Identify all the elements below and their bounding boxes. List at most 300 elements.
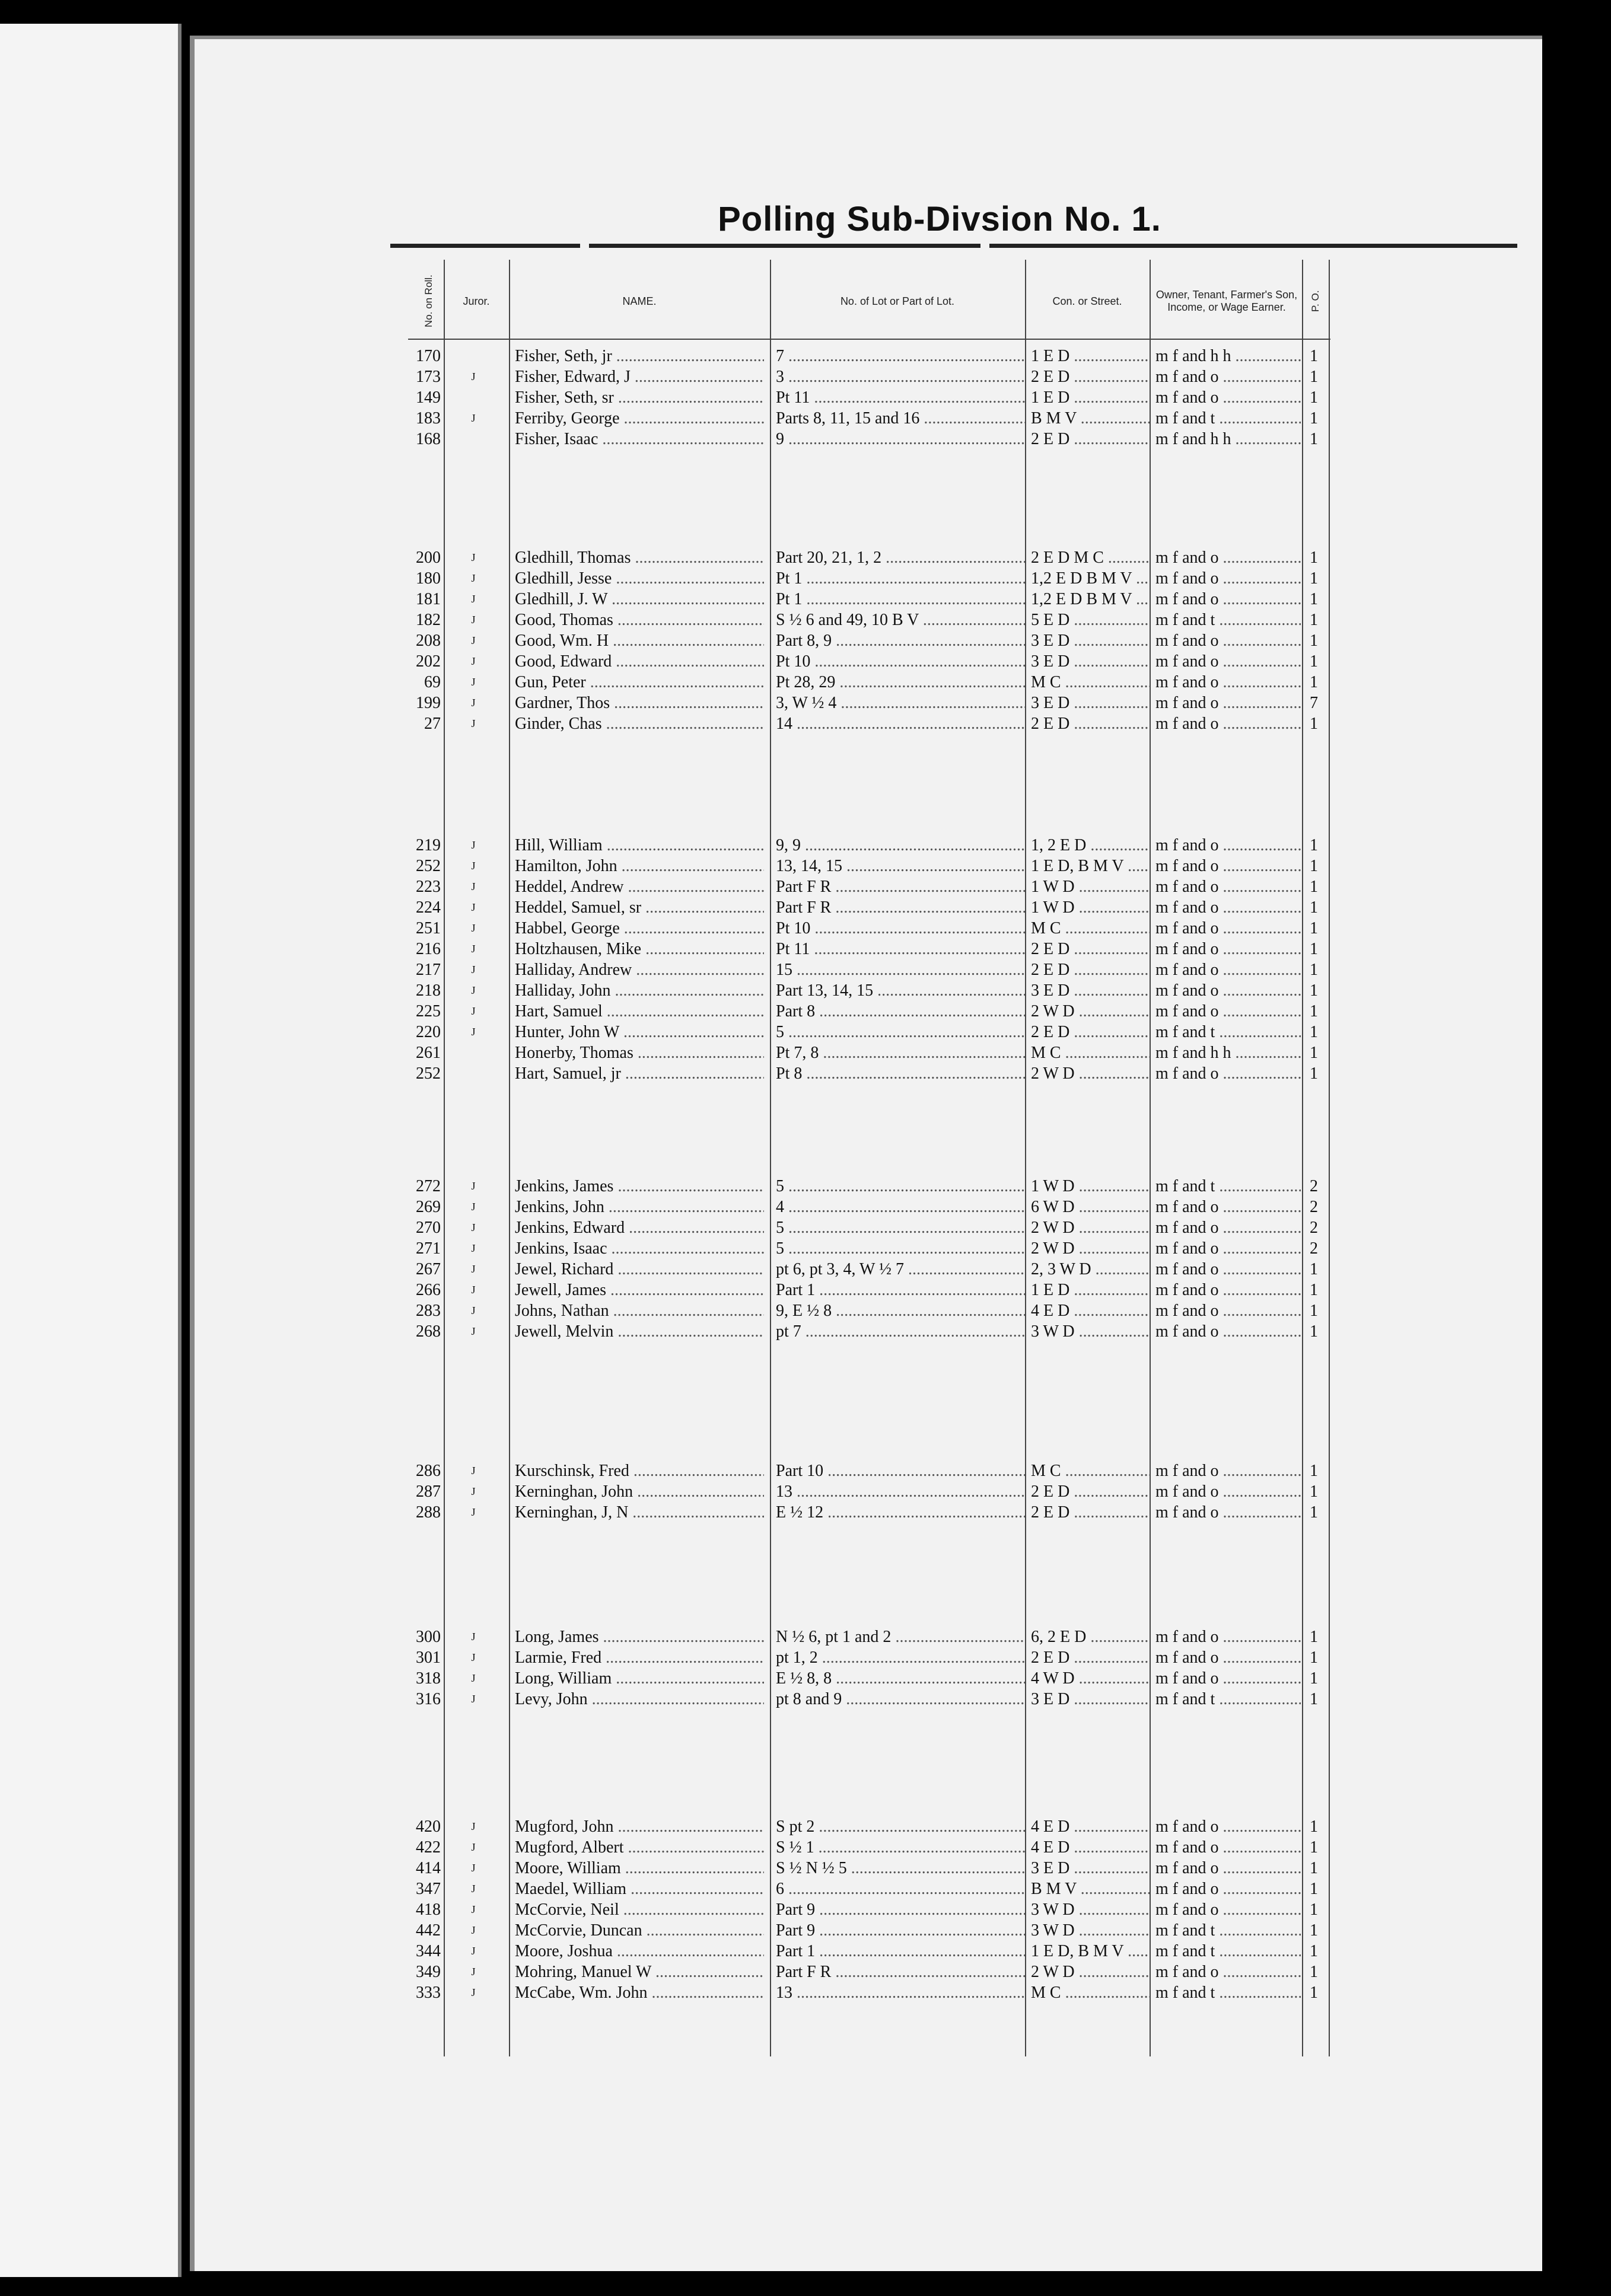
cell-juror-text: J: [471, 1305, 476, 1316]
cell-lot: [776, 672, 1025, 693]
cell-status: [1155, 980, 1301, 1001]
cell-juror: [456, 1689, 491, 1710]
cell-con: [1031, 1001, 1150, 1022]
cell-lot-text: 3: [776, 368, 784, 386]
cell-status-text: m f and o: [1155, 898, 1219, 917]
cell-po: [1310, 1197, 1327, 1217]
cell-juror-text: J: [471, 1651, 476, 1663]
cell-roll: [408, 1962, 441, 1982]
cell-con: [1031, 939, 1150, 959]
cell-juror: [456, 1982, 491, 2003]
cell-po: [1310, 1668, 1327, 1689]
cell-juror: [456, 1920, 491, 1941]
cell-name: [515, 939, 764, 959]
cell-lot: [776, 1042, 1025, 1063]
voter-row: [195, 876, 1542, 897]
cell-lot: [776, 1022, 1025, 1042]
cell-lot-text: 15: [776, 961, 792, 979]
cell-lot-text: 14: [776, 715, 792, 733]
cell-roll-text: 288: [416, 1503, 441, 1522]
cell-roll-text: 219: [416, 836, 441, 854]
cell-name-text: Habbel, George: [515, 919, 620, 937]
cell-con: [1031, 876, 1150, 897]
cell-juror: [456, 1217, 491, 1238]
cell-po-text: 1: [1310, 1503, 1318, 1522]
cell-con-text: 2 E D: [1031, 1023, 1070, 1041]
cell-juror: [456, 856, 491, 876]
cell-roll: [408, 1668, 441, 1689]
cell-roll-text: 181: [416, 590, 441, 608]
cell-roll: [408, 589, 441, 610]
cell-status: [1155, 1837, 1301, 1858]
cell-roll-text: 69: [424, 673, 441, 691]
cell-name-text: McCorvie, Neil: [515, 1900, 619, 1919]
cell-roll: [408, 672, 441, 693]
cell-status: [1155, 1238, 1301, 1259]
cell-name: [515, 1460, 764, 1481]
cell-status-text: m f and t: [1155, 1942, 1215, 1960]
cell-status: [1155, 1176, 1301, 1197]
cell-name-text: Kerninghan, J, N: [515, 1503, 629, 1522]
cell-status: [1155, 1941, 1301, 1962]
cell-po: [1310, 1042, 1327, 1063]
cell-con: [1031, 1460, 1150, 1481]
cell-roll: [408, 856, 441, 876]
cell-po: [1310, 1238, 1327, 1259]
cell-name: [515, 918, 764, 939]
cell-po-text: 1: [1310, 1669, 1318, 1688]
cell-roll: [408, 1481, 441, 1502]
cell-juror: [456, 939, 491, 959]
cell-con: [1031, 835, 1150, 856]
cell-status: [1155, 1647, 1301, 1668]
cell-juror: [456, 1259, 491, 1280]
cell-po: [1310, 1001, 1327, 1022]
cell-po-text: 1: [1310, 1628, 1318, 1646]
cell-name-text: Gledhill, Jesse: [515, 569, 612, 588]
cell-status: [1155, 408, 1301, 429]
cell-lot: [776, 1001, 1025, 1022]
voter-row: [195, 630, 1542, 651]
voter-row: [195, 1197, 1542, 1217]
cell-name: [515, 610, 764, 630]
cell-po-text: 1: [1310, 1482, 1318, 1501]
cell-name-text: Maedel, William: [515, 1880, 627, 1898]
cell-po: [1310, 1647, 1327, 1668]
cell-juror: [456, 1899, 491, 1920]
cell-po-text: 2: [1310, 1219, 1318, 1237]
cell-lot: [776, 568, 1025, 589]
cell-roll: [408, 1280, 441, 1300]
cell-lot-text: 5: [776, 1177, 784, 1195]
cell-status: [1155, 630, 1301, 651]
cell-lot-text: 6: [776, 1880, 784, 1898]
cell-lot-text: Pt 8: [776, 1064, 803, 1083]
cell-po-text: 1: [1310, 347, 1318, 365]
cell-juror-text: J: [471, 551, 476, 563]
cell-name-text: Kurschinsk, Fred: [515, 1462, 629, 1480]
cell-con: [1031, 346, 1150, 366]
cell-name: [515, 1920, 764, 1941]
cell-po-text: 1: [1310, 1064, 1318, 1083]
cell-name: [515, 651, 764, 672]
voter-row: [195, 693, 1542, 713]
cell-po-text: 1: [1310, 1690, 1318, 1708]
voter-row: [195, 1941, 1542, 1962]
cell-con-text: 3 W D: [1031, 1322, 1075, 1341]
cell-status-text: m f and o: [1155, 1648, 1219, 1667]
cell-con: [1031, 1042, 1150, 1063]
cell-juror: [456, 1481, 491, 1502]
cell-juror-text: J: [471, 1465, 476, 1477]
cell-roll-text: 422: [416, 1838, 441, 1857]
cell-juror: [456, 1197, 491, 1217]
cell-lot-text: Part 1: [776, 1281, 816, 1299]
cell-po: [1310, 1899, 1327, 1920]
cell-po: [1310, 1689, 1327, 1710]
cell-po-text: 1: [1310, 1859, 1318, 1877]
cell-lot: [776, 1481, 1025, 1502]
cell-roll-text: 220: [416, 1023, 441, 1041]
cell-con-text: 2 W D: [1031, 1963, 1075, 1981]
header-roll: No. on Roll.: [423, 275, 435, 328]
cell-roll: [408, 1627, 441, 1647]
cell-juror-text: J: [471, 655, 476, 667]
cell-lot-text: Part 13, 14, 15: [776, 981, 874, 1000]
cell-status: [1155, 1321, 1301, 1342]
cell-name-text: McCorvie, Duncan: [515, 1921, 642, 1940]
cell-con-text: 2 E D: [1031, 1503, 1070, 1522]
cell-status: [1155, 1627, 1301, 1647]
voter-row: [195, 1460, 1542, 1481]
cell-roll: [408, 897, 441, 918]
cell-name-text: Good, Edward: [515, 652, 612, 671]
cell-juror: [456, 918, 491, 939]
cell-con-text: 3 W D: [1031, 1900, 1075, 1919]
cell-lot: [776, 1460, 1025, 1481]
cell-name: [515, 1502, 764, 1523]
cell-status-text: m f and o: [1155, 1219, 1219, 1237]
cell-status-text: m f and t: [1155, 1690, 1215, 1708]
cell-con-text: M C: [1031, 1984, 1061, 2002]
cell-roll: [408, 1321, 441, 1342]
cell-juror-text: J: [471, 1005, 476, 1017]
cell-lot: [776, 346, 1025, 366]
cell-con-text: 1 W D: [1031, 898, 1075, 917]
cell-roll: [408, 1920, 441, 1941]
voter-row: [195, 429, 1542, 449]
cell-lot: [776, 1238, 1025, 1259]
cell-con: [1031, 959, 1150, 980]
cell-con: [1031, 1481, 1150, 1502]
cell-roll: [408, 959, 441, 980]
voter-row: [195, 1042, 1542, 1063]
cell-con: [1031, 429, 1150, 449]
cell-con-text: 2 E D: [1031, 1648, 1070, 1667]
cell-lot-text: 13: [776, 1984, 792, 2002]
cell-con-text: 1, 2 E D: [1031, 836, 1087, 854]
cell-name: [515, 589, 764, 610]
cell-lot-text: Part F R: [776, 1963, 832, 1981]
cell-name: [515, 1063, 764, 1084]
cell-status-text: m f and o: [1155, 673, 1219, 691]
cell-juror-text: J: [471, 1485, 476, 1497]
cell-po: [1310, 1063, 1327, 1084]
cell-lot: [776, 1689, 1025, 1710]
cell-status: [1155, 1982, 1301, 2003]
cell-con: [1031, 1689, 1150, 1710]
cell-status: [1155, 429, 1301, 449]
cell-juror-text: J: [471, 839, 476, 851]
cell-name-text: Gardner, Thos: [515, 694, 610, 712]
cell-po: [1310, 1879, 1327, 1899]
cell-lot: [776, 1176, 1025, 1197]
cell-po-text: 1: [1310, 981, 1318, 1000]
cell-roll-text: 180: [416, 569, 441, 588]
cell-name-text: Fisher, Edward, J: [515, 368, 631, 386]
cell-con: [1031, 693, 1150, 713]
cell-po: [1310, 1502, 1327, 1523]
cell-roll: [408, 1502, 441, 1523]
cell-lot: [776, 1197, 1025, 1217]
cell-lot-text: N ½ 6, pt 1 and 2: [776, 1628, 892, 1646]
cell-status: [1155, 1481, 1301, 1502]
cell-juror: [456, 1022, 491, 1042]
cell-po-text: 1: [1310, 1838, 1318, 1857]
cell-roll: [408, 547, 441, 568]
cell-po: [1310, 939, 1327, 959]
cell-juror: [456, 1280, 491, 1300]
cell-po-text: 1: [1310, 673, 1318, 691]
cell-con-text: 4 E D: [1031, 1817, 1070, 1836]
header-juror: Juror.: [463, 295, 490, 307]
cell-con-text: M C: [1031, 1462, 1061, 1480]
cell-lot: [776, 1920, 1025, 1941]
cell-status: [1155, 1300, 1301, 1321]
cell-juror: [456, 651, 491, 672]
cell-po-text: 2: [1310, 1239, 1318, 1258]
cell-lot-text: Part 20, 21, 1, 2: [776, 549, 882, 567]
cell-roll-text: 251: [416, 919, 441, 937]
cell-status: [1155, 1858, 1301, 1879]
cell-name-text: Johns, Nathan: [515, 1302, 609, 1320]
cell-po-text: 1: [1310, 857, 1318, 875]
cell-name: [515, 959, 764, 980]
cell-juror: [456, 876, 491, 897]
cell-lot: [776, 1962, 1025, 1982]
cell-juror-text: J: [471, 881, 476, 892]
cell-name: [515, 408, 764, 429]
cell-con: [1031, 1217, 1150, 1238]
cell-con-text: 2 E D: [1031, 430, 1070, 448]
cell-roll-text: 170: [416, 347, 441, 365]
cell-roll-text: 168: [416, 430, 441, 448]
cell-juror-text: J: [471, 1222, 476, 1233]
cell-juror: [456, 547, 491, 568]
cell-roll: [408, 1300, 441, 1321]
cell-lot-text: Pt 28, 29: [776, 673, 836, 691]
cell-po-text: 1: [1310, 430, 1318, 448]
cell-con: [1031, 713, 1150, 734]
cell-po-text: 1: [1310, 1942, 1318, 1960]
cell-juror-text: J: [471, 984, 476, 996]
cell-con-text: M C: [1031, 1044, 1061, 1062]
cell-juror: [456, 1238, 491, 1259]
cell-status: [1155, 568, 1301, 589]
cell-name-text: Gledhill, Thomas: [515, 549, 631, 567]
cell-con: [1031, 1627, 1150, 1647]
cell-name-text: Larmie, Fred: [515, 1648, 602, 1667]
cell-status: [1155, 1001, 1301, 1022]
cell-lot-text: 5: [776, 1023, 784, 1041]
cell-roll: [408, 1982, 441, 2003]
cell-name: [515, 346, 764, 366]
cell-status-text: m f and o: [1155, 857, 1219, 875]
cell-lot-text: Part 9: [776, 1921, 816, 1940]
cell-status-text: m f and o: [1155, 940, 1219, 958]
cell-po: [1310, 651, 1327, 672]
cell-lot-text: Pt 1: [776, 590, 803, 608]
cell-name: [515, 672, 764, 693]
cell-con: [1031, 610, 1150, 630]
cell-roll: [408, 1176, 441, 1197]
cell-con: [1031, 1837, 1150, 1858]
cell-status-text: m f and t: [1155, 1984, 1215, 2002]
cell-roll: [408, 366, 441, 387]
column-divider: [509, 260, 510, 2056]
cell-con: [1031, 1197, 1150, 1217]
cell-lot-text: 13: [776, 1482, 792, 1501]
cell-po-text: 1: [1310, 569, 1318, 588]
cell-con: [1031, 1502, 1150, 1523]
cell-roll-text: 199: [416, 694, 441, 712]
cell-name: [515, 1899, 764, 1920]
voter-row: [195, 1321, 1542, 1342]
cell-juror: [456, 1858, 491, 1879]
cell-name: [515, 1816, 764, 1837]
cell-name: [515, 1259, 764, 1280]
voter-row: [195, 1238, 1542, 1259]
cell-po-text: 1: [1310, 652, 1318, 671]
cell-lot: [776, 1259, 1025, 1280]
cell-po-text: 1: [1310, 611, 1318, 629]
cell-po-text: 1: [1310, 1817, 1318, 1836]
cell-con: [1031, 547, 1150, 568]
cell-po-text: 2: [1310, 1198, 1318, 1216]
cell-name-text: Hill, William: [515, 836, 603, 854]
cell-po: [1310, 547, 1327, 568]
column-divider: [1150, 260, 1151, 2056]
cell-roll: [408, 1879, 441, 1899]
cell-lot: [776, 959, 1025, 980]
cell-con-text: 2 E D: [1031, 961, 1070, 979]
cell-name-text: Fisher, Isaac: [515, 430, 598, 448]
voter-row: [195, 1920, 1542, 1941]
cell-lot: [776, 547, 1025, 568]
cell-status-text: m f and o: [1155, 1462, 1219, 1480]
cell-lot-text: 3, W ½ 4: [776, 694, 837, 712]
cell-roll: [408, 1837, 441, 1858]
cell-status-text: m f and o: [1155, 919, 1219, 937]
cell-po: [1310, 1982, 1327, 2003]
cell-roll: [408, 1022, 441, 1042]
cell-juror: [456, 1001, 491, 1022]
cell-con-text: M C: [1031, 919, 1061, 937]
cell-con-text: 3 E D: [1031, 694, 1070, 712]
cell-juror: [456, 1941, 491, 1962]
cell-juror: [456, 897, 491, 918]
header-con: Con. or Street.: [1052, 295, 1122, 307]
cell-status: [1155, 835, 1301, 856]
cell-roll: [408, 387, 441, 408]
cell-lot: [776, 1280, 1025, 1300]
cell-con: [1031, 1022, 1150, 1042]
cell-po-text: 1: [1310, 940, 1318, 958]
cell-po: [1310, 1280, 1327, 1300]
voter-row: [195, 1982, 1542, 2003]
cell-con-text: 2 E D: [1031, 940, 1070, 958]
cell-po: [1310, 1217, 1327, 1238]
cell-juror-text: J: [471, 718, 476, 729]
cell-name-text: Hart, Samuel, jr: [515, 1064, 621, 1083]
cell-name: [515, 1197, 764, 1217]
cell-lot: [776, 387, 1025, 408]
cell-lot: [776, 610, 1025, 630]
cell-con: [1031, 387, 1150, 408]
cell-juror: [456, 1816, 491, 1837]
cell-roll-text: 272: [416, 1177, 441, 1195]
cell-con-text: 1 W D: [1031, 878, 1075, 896]
cell-juror: [456, 1176, 491, 1197]
cell-status-text: m f and o: [1155, 1064, 1219, 1083]
cell-con-text: 1 E D, B M V: [1031, 1942, 1124, 1960]
cell-po-text: 1: [1310, 1302, 1318, 1320]
cell-name: [515, 693, 764, 713]
cell-con-text: 3 E D: [1031, 1859, 1070, 1877]
cell-po-text: 1: [1310, 1984, 1318, 2002]
cell-po-text: 1: [1310, 919, 1318, 937]
cell-po: [1310, 387, 1327, 408]
cell-name-text: Levy, John: [515, 1690, 588, 1708]
cell-po: [1310, 589, 1327, 610]
cell-lot-text: S pt 2: [776, 1817, 815, 1836]
cell-juror: [456, 1647, 491, 1668]
cell-con: [1031, 897, 1150, 918]
header-name: NAME.: [622, 295, 657, 307]
cell-po: [1310, 835, 1327, 856]
cell-po: [1310, 1962, 1327, 1982]
cell-status: [1155, 856, 1301, 876]
cell-status-text: m f and o: [1155, 368, 1219, 386]
cell-con: [1031, 918, 1150, 939]
cell-po-text: 1: [1310, 898, 1318, 917]
cell-roll: [408, 1238, 441, 1259]
cell-roll-text: 217: [416, 961, 441, 979]
voter-row: [195, 651, 1542, 672]
cell-status-text: m f and o: [1155, 1838, 1219, 1857]
cell-status: [1155, 1197, 1301, 1217]
cell-status: [1155, 1042, 1301, 1063]
cell-status: [1155, 1217, 1301, 1238]
voter-row: [195, 835, 1542, 856]
cell-status-text: m f and o: [1155, 652, 1219, 671]
cell-roll: [408, 876, 441, 897]
voter-row: [195, 1668, 1542, 1689]
cell-lot: [776, 1982, 1025, 2003]
cell-roll-text: 333: [416, 1984, 441, 2002]
cell-juror-text: J: [471, 1862, 476, 1874]
cell-con: [1031, 1238, 1150, 1259]
